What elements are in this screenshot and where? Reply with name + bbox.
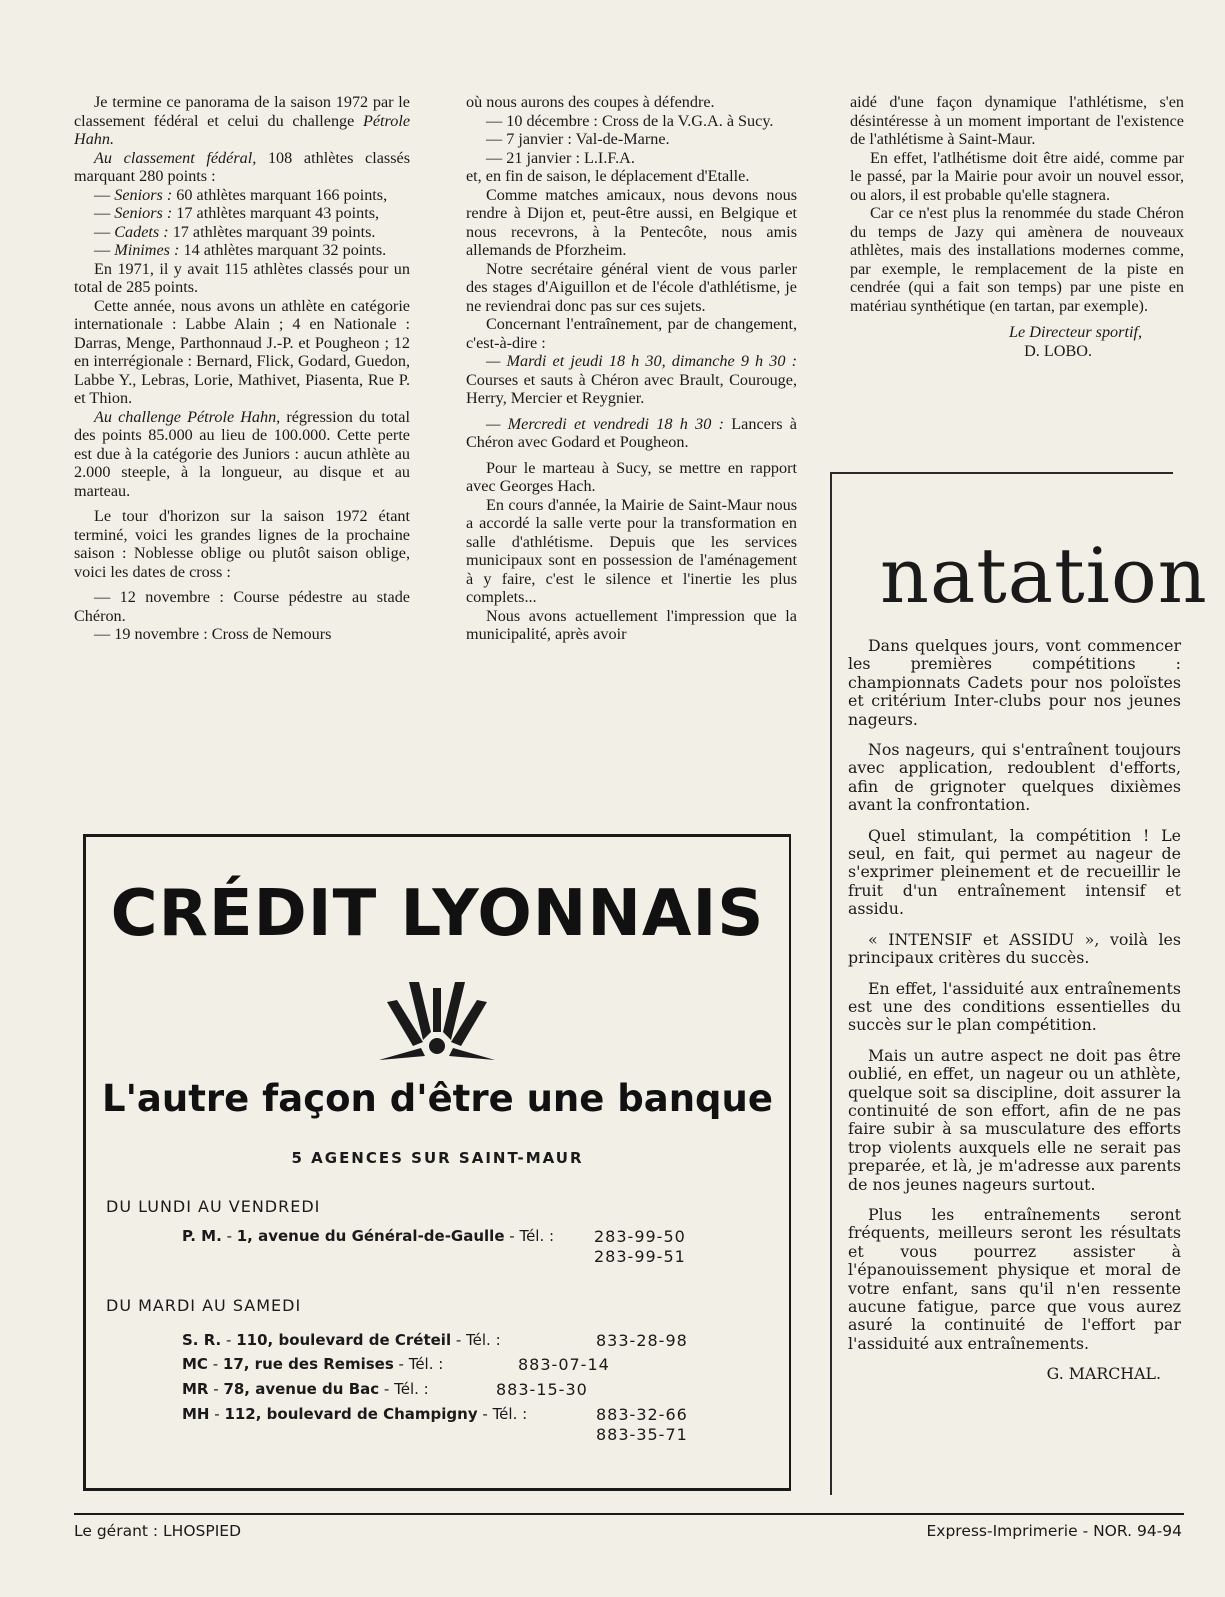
paragraph: En cours d'année, la Mairie de Saint-Maur nous a accordé la salle verte pour la transformation en salle d'athlétisme. Depuis que les services municipaux sont en possession de l'aménagement à y faire, c'est le silence et l'inertie les plus complets...	[466, 495, 797, 606]
paragraph: En effet, l'atlhétisme doit être aidé, comme par le passé, par la Mairie pour avoir un nouvel essor, ou alors, il est probable qu'elle stagnera.	[850, 148, 1184, 204]
paragraph: Je termine ce panorama de la saison 1972 par le classement fédéral et celui du challenge Pétrole Hahn.	[74, 93, 410, 148]
paragraph: Cette année, nous avons un athlète en catégorie internationale : Labbe Alain ; 4 en Nationale : Darras, Menge, Parthonnaud J.-P. et Pougheon ; 12 en interrégionale : Bernard, Flick, Godard, Guedon, Labbe Y., Lebras, Lorie, Mathivet, Piasenta, Rue P. et Thion.	[74, 296, 410, 407]
ad-title: CRÉDIT LYONNAIS	[110, 877, 765, 951]
list-item: — Seniors : 60 athlètes marquant 166 points,	[94, 185, 388, 204]
ad-phone: 883-35-71	[596, 1425, 688, 1444]
ad-agency-row: MH - 112, boulevard de Champigny - Tél. :	[182, 1405, 528, 1423]
ad-slogan: L'autre façon d'être une banque	[102, 1077, 773, 1120]
paragraph: Au challenge Pétrole Hahn, régression du total des points 85.000 au lieu de 100.000. Cette perte est due à la catégorie des Juniors : aucun athlète au 2.000 steeple, à la longueur, au disque et au marteau.	[74, 407, 410, 500]
credit-lyonnais-ad	[83, 834, 791, 1491]
paragraph: où nous aurons des coupes à défendre.	[466, 93, 715, 111]
paragraph: Nous avons actuellement l'impression que la municipalité, après avoir	[466, 606, 797, 643]
list-item: — Cadets : 17 athlètes marquant 39 points.	[94, 222, 376, 241]
ad-phone: 883-32-66	[596, 1405, 688, 1424]
ad-phone: 883-15-30	[496, 1380, 588, 1399]
natation-signature: G. MARCHAL.	[1046, 1364, 1161, 1384]
ad-agency-row: MC - 17, rue des Remises - Tél. :	[182, 1355, 444, 1373]
natation-article	[848, 637, 1181, 1396]
list-item: — Mardi et jeudi 18 h 30, dimanche 9 h 30 : Courses et sauts à Chéron avec Brault, Courouge, Herry, Mercier et Reygnier.	[466, 352, 797, 407]
paragraph: Dans quelques jours, vont commencer les premières compétitions : championnats Cadets pour nos poloïstes et critérium Inter-clubs pour nos jeunes nageurs.	[848, 636, 1181, 729]
list-item: — Seniors : 17 athlètes marquant 43 points,	[94, 204, 380, 222]
list-item: — Mercredi et vendredi 18 h 30 : Lancers à Chéron avec Godard et Pougheon.	[466, 414, 797, 451]
athletics-column-2	[466, 93, 797, 644]
paragraph: « INTENSIF et ASSIDU », voilà les principaux critères du succès.	[848, 929, 1181, 968]
footer-printer: Express-Imprimerie - NOR. 94-94	[926, 1522, 1182, 1540]
paragraph: En effet, l'assiduité aux entraînements est une des conditions essentielles du succès sur le plan compétition.	[848, 978, 1181, 1035]
athletics-column-1	[74, 93, 410, 644]
footer-manager: Le gérant : LHOSPIED	[74, 1522, 242, 1540]
ad-phone: 883-07-14	[518, 1355, 610, 1374]
list-item: — 12 novembre : Course pédestre au stade Chéron.	[74, 588, 410, 625]
signature-name: D. LOBO.	[1024, 341, 1092, 360]
paragraph: et, en fin de saison, le déplacement d'Etalle.	[466, 167, 750, 185]
paragraph: aidé d'une façon dynamique l'athlétisme, s'en désintéresse à un moment important de l'existence de l'athlétisme à Saint-Maur.	[850, 93, 1184, 148]
ad-agency-row: S. R. - 110, boulevard de Créteil - Tél. :	[182, 1331, 501, 1349]
paragraph: Quel stimulant, la compétition ! Le seul, en fait, qui permet au nageur de s'exprimer pleinement et de recueillir le fruit d'un entraînement intensif et assidu.	[848, 825, 1181, 919]
paragraph: Car ce n'est plus la renommée du stade Chéron du temps de Jazy qui amènera de nouveaux athlètes, mais des installations modernes comme, par exemple, le remplacement de la piste en cendrée (qui a fait son temps) par une piste en matériau synthétique (en tartan, par exemple).	[850, 204, 1184, 315]
ad-phone: 283-99-50	[594, 1227, 686, 1246]
list-item: — 10 décembre : Cross de la V.G.A. à Sucy.	[486, 111, 774, 130]
paragraph: Pour le marteau à Sucy, se mettre en rapport avec Georges Hach.	[466, 458, 797, 495]
natation-title: natation	[880, 531, 1208, 620]
paragraph: Plus les entraînements seront fréquents, meilleurs seront les résultats et vous pourrez assister à l'épanouissement physique et moral de votre enfant, sans qu'il n'en ressente aucune fatigue, parce que vous aurez asuré la continuité de l'effort par l'assiduité aux entraînements.	[848, 1204, 1181, 1353]
list-item: — 21 janvier : L.I.F.A.	[486, 148, 635, 167]
paragraph: Concernant l'entraînement, par de changement, c'est-à-dire :	[466, 315, 797, 352]
list-item: — Minimes : 14 athlètes marquant 32 points.	[94, 241, 387, 259]
athletics-column-3	[850, 93, 1184, 360]
list-item: — 7 janvier : Val-de-Marne.	[486, 130, 670, 148]
list-item: — 19 novembre : Cross de Nemours	[94, 625, 332, 643]
paragraph: Le tour d'horizon sur la saison 1972 étant terminé, voici les grandes lignes de la prochaine saison : Noblesse oblige ou plutôt saison oblige, voici les dates de cross :	[74, 507, 410, 581]
paragraph: Notre secrétaire général vient de vous parler des stages d'Aiguillon et de l'école d'athlétisme, je ne reviendrai donc pas sur ces sujets.	[466, 259, 797, 315]
paragraph: Comme matches amicaux, nous devons nous rendre à Dijon et, peut-être aussi, en Belgique et nous recevrons, à la Pentecôte, nous amis allemands de Pforzheim.	[466, 185, 797, 259]
signature-role: Le Directeur sportif,	[1009, 323, 1142, 341]
footer-rule	[74, 1513, 1184, 1515]
ad-schedule-weekdays: DU LUNDI AU VENDREDI	[106, 1197, 321, 1216]
paragraph: Au classement fédéral, 108 athlètes classés marquant 280 points :	[74, 148, 411, 185]
paragraph: Mais un autre aspect ne doit pas être oublié, en effet, un nageur ou un athlète, quelque soit sa discipline, doit assurer la continuité de son effort, afin de ne pas faire subir à sa musculature des efforts trop violents auxquels elle ne serait pas preparée, et là, je m'adresse aux parents de nos jeunes nageurs surtout.	[848, 1045, 1181, 1194]
ad-agency-row: P. M. - 1, avenue du Général-de-Gaulle - Tél. :	[182, 1227, 555, 1245]
ad-agences: 5 AGENCES SUR SAINT-MAUR	[291, 1149, 584, 1167]
ad-phone: 833-28-98	[596, 1331, 688, 1350]
paragraph: Nos nageurs, qui s'entraînent toujours avec application, redoublent d'efforts, afin de grignoter quelques dixièmes avant la confrontation.	[848, 740, 1181, 815]
paragraph: En 1971, il y avait 115 athlètes classés pour un total de 285 points.	[74, 259, 410, 296]
ad-schedule-tue-sat: DU MARDI AU SAMEDI	[106, 1296, 302, 1315]
bank-logo-icon	[379, 982, 495, 1060]
ad-agency-row: MR - 78, avenue du Bac - Tél. :	[182, 1380, 429, 1398]
ad-phone: 283-99-51	[594, 1247, 686, 1266]
